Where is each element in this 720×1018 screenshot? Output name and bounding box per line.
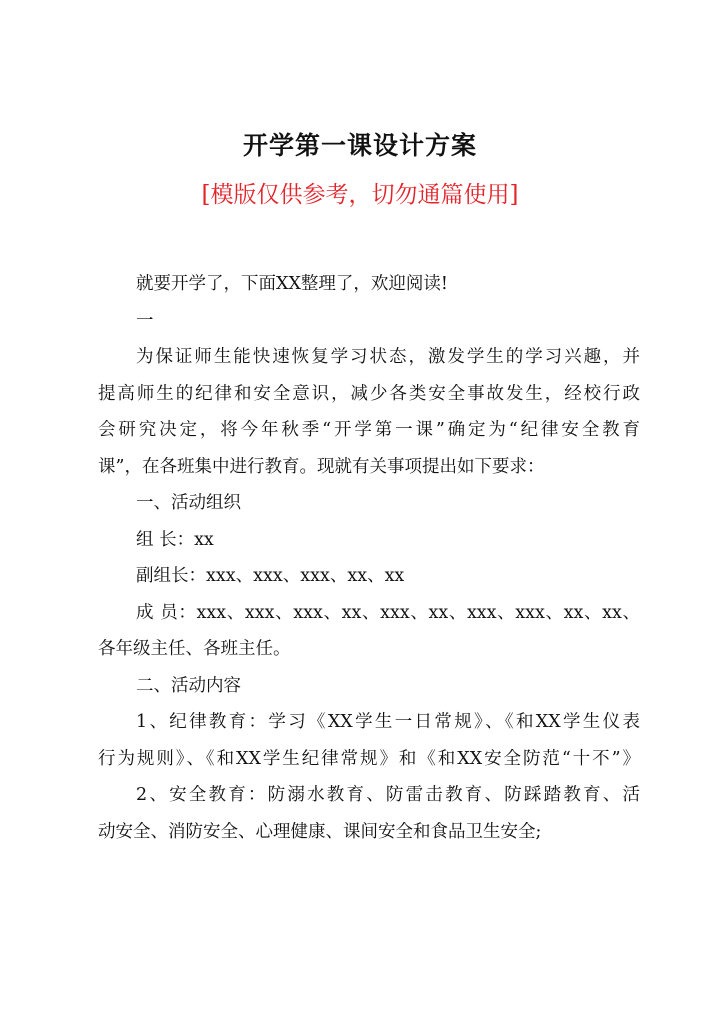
text-line: 行为规则》、《和XX学生纪律常规》和《和XX安全防范“十不”》 — [98, 748, 640, 769]
document-title: 开学第一课设计方案 — [242, 131, 477, 160]
text-line: 各年级主任、各班主任。 — [98, 639, 291, 659]
text-line: 课”，在各班集中进行教育。现就有关事项提出如下要求： — [98, 456, 545, 477]
text-line: 为保证师生能快速恢复学习状态，激发学生的学习兴趣，并 — [136, 347, 640, 367]
template-notice: [模版仅供参考，切勿通篇使用] — [201, 182, 519, 208]
text-line: 提高师生的纪律和安全意识，减少各类安全事故发生，经校行政 — [98, 383, 640, 404]
text-line: 1、纪律教育：学习《XX学生一日常规》、《和XX学生仪表 — [136, 712, 640, 732]
text-line: 组 长：xx — [136, 529, 214, 550]
text-line: 2、安全教育：防溺水教育、防雷击教育、防踩踏教育、活 — [136, 785, 640, 805]
section-heading: 一、活动组织 — [136, 493, 241, 513]
text-line: 动安全、消防安全、心理健康、课间安全和食品卫生安全; — [98, 821, 542, 842]
text-line: 一 — [136, 310, 154, 331]
section-heading: 二、活动内容 — [136, 675, 241, 696]
document-body — [98, 266, 640, 850]
text-line: 会研究决定，将今年秋季“开学第一课”确定为“纪律安全教育 — [98, 420, 640, 440]
text-line: 成 员：xxx、xxx、xxx、xx、xxx、xx、xxx、xxx、xx、xx、 — [136, 602, 640, 623]
text-line: 副组长：xxx、xxx、xxx、xx、xx — [136, 566, 405, 586]
text-line: 就要开学了，下面XX整理了，欢迎阅读! — [136, 274, 448, 294]
